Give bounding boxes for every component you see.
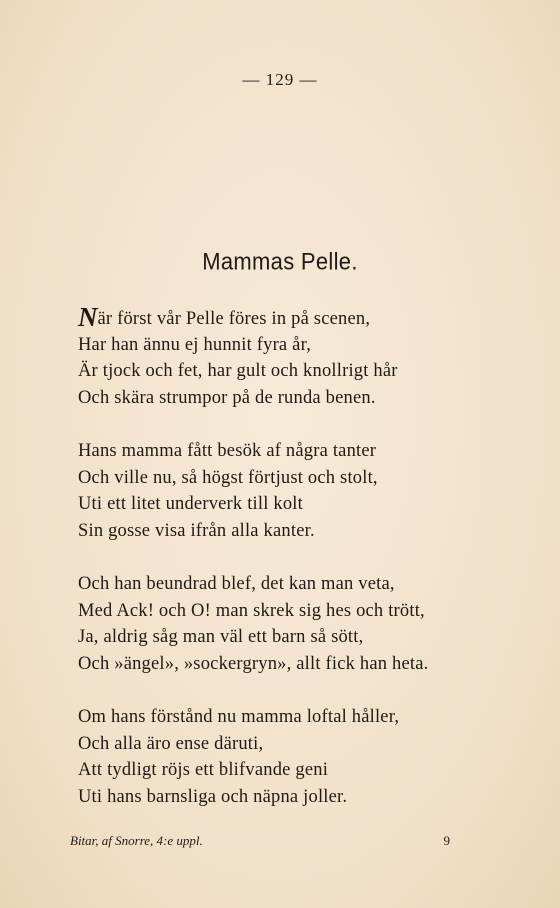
page-number: — 129 — xyxy=(242,70,318,89)
poem-line: Uti ett litet underverk till kolt xyxy=(78,494,303,514)
poem-line: Och alla äro ense däruti, xyxy=(78,733,264,754)
poem-line: Sin gosse visa ifrån alla kanter. xyxy=(78,520,315,541)
poem-body xyxy=(78,302,518,810)
page-footer xyxy=(70,833,450,849)
drop-cap: N xyxy=(78,302,97,332)
poem-line: Och skära strumpor på de runda benen. xyxy=(78,387,376,408)
poem-line: Med Ack! och O! man skrek sig hes och trött, xyxy=(78,600,425,621)
poem-line: Och ville nu, så högst förtjust och stolt, xyxy=(78,467,378,488)
stanza-2 xyxy=(78,438,518,544)
stanza-1 xyxy=(78,302,518,411)
sheet-mark: 9 xyxy=(443,833,450,848)
poem-line: Att tydligt röjs ett blifvande geni xyxy=(78,760,329,780)
stanza-3 xyxy=(78,571,518,677)
stanza-4 xyxy=(78,704,518,810)
poem-line: Är tjock och fet, har gult och knollrigt hår xyxy=(78,361,398,381)
poem-line: Om hans förstånd nu mamma loftal håller, xyxy=(78,707,400,727)
poem-line: Och »ängel», »sockergryn», allt fick han heta. xyxy=(78,653,429,674)
poem-line: Har han ännu ej hunnit fyra år, xyxy=(78,334,312,355)
poem-line: När först vår Pelle föres in på scenen, xyxy=(78,302,371,332)
poem-line: Och han beundrad blef, det kan man veta, xyxy=(78,574,395,594)
poem-line: Ja, aldrig såg man väl ett barn så sött, xyxy=(78,627,364,647)
poem-line: Uti hans barnsliga och näpna joller. xyxy=(78,786,348,807)
poem-title: Mammas Pelle. xyxy=(202,247,358,275)
poem-line: Hans mamma fått besök af några tanter xyxy=(78,441,377,461)
signature-mark: Bitar, af Snorre, 4:e uppl. xyxy=(70,833,203,848)
